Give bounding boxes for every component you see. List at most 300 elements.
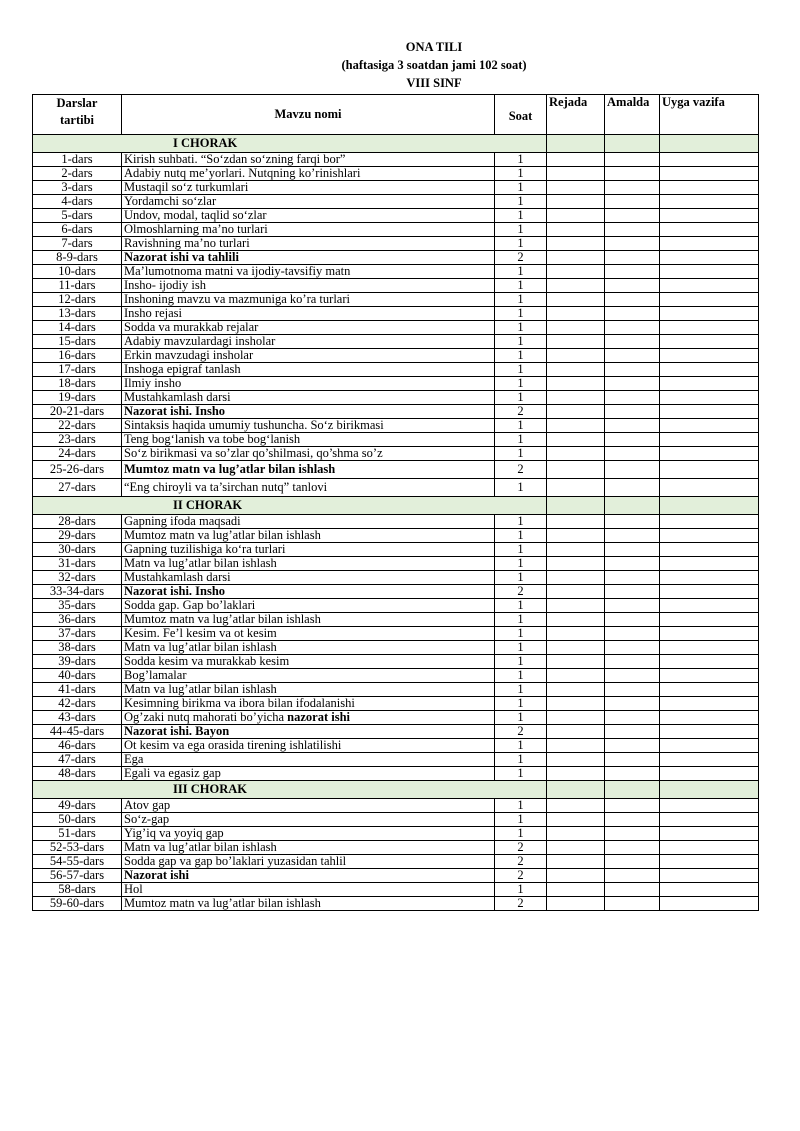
amalda-cell [605,869,660,883]
lesson-number-cell: 12-dars [33,293,122,307]
table-row [33,237,759,251]
uyga-vazifa-cell [660,585,759,599]
amalda-cell [605,767,660,781]
table-row [33,813,759,827]
lesson-number-cell: 46-dars [33,739,122,753]
rejada-cell [547,725,605,739]
column-header-darslar-line1: Darslar [56,96,98,110]
lesson-topic-cell: So‘z birikmasi va so’zlar qo’shilmasi, qo’shma so’z [122,447,495,461]
table-row [33,167,759,181]
lesson-hours-cell: 1 [495,813,547,827]
lesson-hours-cell: 2 [495,251,547,265]
lesson-hours-cell: 1 [495,697,547,711]
lesson-topic-cell: Matn va lug’atlar bilan ishlash [122,683,495,697]
lesson-topic-cell: Ot kesim va ega orasida tirening ishlatilishi [122,739,495,753]
section-title: II CHORAK [33,497,547,515]
lesson-number-cell: 2-dars [33,167,122,181]
lesson-hours-cell: 1 [495,363,547,377]
uyga-vazifa-cell [660,841,759,855]
lesson-hours-cell: 2 [495,725,547,739]
rejada-cell [547,209,605,223]
lesson-topic-cell: Mumtoz matn va lug’atlar bilan ishlash [122,613,495,627]
lesson-topic-cell: Gapning ifoda maqsadi [122,515,495,529]
lesson-topic-cell: Mustahkamlash darsi [122,571,495,585]
lesson-hours-cell: 1 [495,223,547,237]
table-row [33,391,759,405]
uyga-vazifa-cell [660,335,759,349]
amalda-cell [605,799,660,813]
table-row [33,377,759,391]
uyga-vazifa-cell [660,405,759,419]
uyga-vazifa-cell [660,739,759,753]
rejada-cell [547,461,605,479]
lesson-topic-cell: Nazorat ishi va tahlili [122,251,495,265]
section-title: I CHORAK [33,135,547,153]
rejada-cell [547,827,605,841]
amalda-cell [605,855,660,869]
lesson-number-cell: 49-dars [33,799,122,813]
lesson-hours-cell: 1 [495,349,547,363]
table-row [33,571,759,585]
uyga-vazifa-cell [660,655,759,669]
uyga-vazifa-cell [660,293,759,307]
amalda-cell [605,697,660,711]
uyga-vazifa-cell [660,827,759,841]
amalda-cell [605,321,660,335]
lesson-number-cell: 58-dars [33,883,122,897]
table-row [33,711,759,725]
uyga-vazifa-cell [660,479,759,497]
uyga-vazifa-cell [660,181,759,195]
lesson-topic-text: Og’zaki nutq mahorati bo’yicha [124,710,288,724]
rejada-cell [547,869,605,883]
lesson-number-cell: 56-57-dars [33,869,122,883]
uyga-vazifa-cell [660,251,759,265]
section-empty-cell [547,781,605,799]
amalda-cell [605,627,660,641]
lesson-number-cell: 41-dars [33,683,122,697]
lesson-hours-cell: 1 [495,335,547,349]
section-title: III CHORAK [33,781,547,799]
lesson-number-cell: 22-dars [33,419,122,433]
uyga-vazifa-cell [660,799,759,813]
amalda-cell [605,725,660,739]
uyga-vazifa-cell [660,725,759,739]
rejada-cell [547,767,605,781]
amalda-cell [605,827,660,841]
lesson-number-cell: 42-dars [33,697,122,711]
lesson-number-cell: 51-dars [33,827,122,841]
amalda-cell [605,683,660,697]
amalda-cell [605,585,660,599]
amalda-cell [605,447,660,461]
uyga-vazifa-cell [660,897,759,911]
table-row [33,841,759,855]
lesson-number-cell: 18-dars [33,377,122,391]
lesson-number-cell: 54-55-dars [33,855,122,869]
lesson-hours-cell: 1 [495,683,547,697]
lesson-number-cell: 39-dars [33,655,122,669]
uyga-vazifa-cell [660,883,759,897]
lesson-topic-cell: Teng bog‘lanish va tobe bog‘lanish [122,433,495,447]
table-row [33,209,759,223]
table-row [33,515,759,529]
table-row [33,405,759,419]
table-row [33,725,759,739]
amalda-cell [605,543,660,557]
lesson-topic-cell: Sintaksis haqida umumiy tushuncha. So‘z birikmasi [122,419,495,433]
table-row [33,739,759,753]
lesson-topic-cell: Yordamchi so‘zlar [122,195,495,209]
lesson-number-cell: 1-dars [33,153,122,167]
rejada-cell [547,391,605,405]
lesson-number-cell: 14-dars [33,321,122,335]
table-row [33,855,759,869]
table-row [33,613,759,627]
lesson-topic-cell: Matn va lug’atlar bilan ishlash [122,641,495,655]
amalda-cell [605,841,660,855]
lesson-hours-cell: 1 [495,641,547,655]
uyga-vazifa-cell [660,869,759,883]
lesson-number-cell: 4-dars [33,195,122,209]
rejada-cell [547,363,605,377]
uyga-vazifa-cell [660,855,759,869]
lesson-topic-cell: Kesimning birikma va ibora bilan ifodalanishi [122,697,495,711]
rejada-cell [547,479,605,497]
uyga-vazifa-cell [660,641,759,655]
lesson-number-cell: 17-dars [33,363,122,377]
section-empty-cell [605,135,660,153]
lesson-hours-cell: 1 [495,571,547,585]
rejada-cell [547,251,605,265]
uyga-vazifa-cell [660,167,759,181]
lesson-topic-cell: Insho- ijodiy ish [122,279,495,293]
rejada-cell [547,841,605,855]
table-row [33,697,759,711]
amalda-cell [605,613,660,627]
rejada-cell [547,377,605,391]
lesson-number-cell: 33-34-dars [33,585,122,599]
lesson-number-cell: 5-dars [33,209,122,223]
amalda-cell [605,405,660,419]
lesson-hours-cell: 1 [495,515,547,529]
lesson-number-cell: 10-dars [33,265,122,279]
lesson-hours-cell: 1 [495,419,547,433]
lesson-hours-cell: 1 [495,669,547,683]
lesson-number-cell: 36-dars [33,613,122,627]
lesson-topic-cell: Mumtoz matn va lug’atlar bilan ishlash [122,529,495,543]
amalda-cell [605,897,660,911]
lesson-hours-cell: 1 [495,711,547,725]
uyga-vazifa-cell [660,529,759,543]
table-row [33,543,759,557]
uyga-vazifa-cell [660,711,759,725]
amalda-cell [605,307,660,321]
amalda-cell [605,655,660,669]
lesson-hours-cell: 2 [495,897,547,911]
amalda-cell [605,335,660,349]
rejada-cell [547,405,605,419]
rejada-cell [547,279,605,293]
rejada-cell [547,855,605,869]
lesson-topic-cell: “Eng chiroyli va ta’sirchan nutq” tanlovi [122,479,495,497]
amalda-cell [605,599,660,613]
lesson-hours-cell: 2 [495,585,547,599]
rejada-cell [547,571,605,585]
lesson-topic-cell: Undov, modal, taqlid so‘zlar [122,209,495,223]
rejada-cell [547,897,605,911]
lesson-hours-cell: 1 [495,391,547,405]
amalda-cell [605,377,660,391]
lesson-hours-cell: 1 [495,167,547,181]
lesson-hours-cell: 1 [495,613,547,627]
lesson-number-cell: 37-dars [33,627,122,641]
lesson-topic-cell: Nazorat ishi. Bayon [122,725,495,739]
lesson-hours-cell: 1 [495,767,547,781]
amalda-cell [605,349,660,363]
amalda-cell [605,195,660,209]
uyga-vazifa-cell [660,599,759,613]
table-row [33,293,759,307]
lesson-number-cell: 7-dars [33,237,122,251]
lesson-hours-cell: 2 [495,461,547,479]
uyga-vazifa-cell [660,447,759,461]
lesson-topic-cell: Ma’lumotnoma matni va ijodiy-tavsifiy matn [122,265,495,279]
amalda-cell [605,883,660,897]
lesson-hours-cell: 1 [495,543,547,557]
amalda-cell [605,515,660,529]
lesson-number-cell: 40-dars [33,669,122,683]
lesson-hours-cell: 1 [495,279,547,293]
amalda-cell [605,209,660,223]
lesson-hours-cell: 1 [495,479,547,497]
rejada-cell [547,641,605,655]
lesson-number-cell: 11-dars [33,279,122,293]
lesson-topic-cell: Hol [122,883,495,897]
rejada-cell [547,419,605,433]
rejada-cell [547,813,605,827]
uyga-vazifa-cell [660,461,759,479]
rejada-cell [547,321,605,335]
lesson-number-cell: 23-dars [33,433,122,447]
uyga-vazifa-cell [660,349,759,363]
amalda-cell [605,571,660,585]
lesson-topic-cell: Mumtoz matn va lug’atlar bilan ishlash [122,461,495,479]
lesson-hours-cell: 1 [495,307,547,321]
rejada-cell [547,515,605,529]
column-header-darslar [33,95,122,135]
document-title: ONA TILI [405,40,463,54]
lesson-hours-cell: 2 [495,869,547,883]
lesson-hours-cell: 1 [495,627,547,641]
uyga-vazifa-cell [660,613,759,627]
lesson-number-cell: 15-dars [33,335,122,349]
amalda-cell [605,391,660,405]
lesson-hours-cell: 1 [495,753,547,767]
uyga-vazifa-cell [660,433,759,447]
lesson-topic-cell: Nazorat ishi [122,869,495,883]
uyga-vazifa-cell [660,209,759,223]
lesson-number-cell: 59-60-dars [33,897,122,911]
rejada-cell [547,195,605,209]
lesson-number-cell: 19-dars [33,391,122,405]
lesson-number-cell: 44-45-dars [33,725,122,739]
table-row [33,599,759,613]
rejada-cell [547,799,605,813]
table-header-row [33,95,759,135]
lesson-number-cell: 27-dars [33,479,122,497]
lesson-hours-cell: 1 [495,293,547,307]
table-row [33,869,759,883]
table-row [33,897,759,911]
lesson-topic-cell: Kirish suhbati. “So‘zdan so‘zning farqi bor” [122,153,495,167]
table-row [33,683,759,697]
lesson-number-cell: 3-dars [33,181,122,195]
lesson-hours-cell: 1 [495,883,547,897]
uyga-vazifa-cell [660,627,759,641]
lesson-topic-cell: Egali va egasiz gap [122,767,495,781]
lesson-topic-cell: So‘z-gap [122,813,495,827]
amalda-cell [605,529,660,543]
lesson-hours-cell: 1 [495,265,547,279]
table-row [33,655,759,669]
rejada-cell [547,543,605,557]
rejada-cell [547,307,605,321]
amalda-cell [605,753,660,767]
document-header [0,38,800,92]
lesson-topic-cell: Ega [122,753,495,767]
rejada-cell [547,599,605,613]
uyga-vazifa-cell [660,419,759,433]
section-header-row [33,497,759,515]
table-row [33,627,759,641]
amalda-cell [605,153,660,167]
lesson-topic-cell: Matn va lug’atlar bilan ishlash [122,841,495,855]
uyga-vazifa-cell [660,697,759,711]
rejada-cell [547,739,605,753]
table-row [33,461,759,479]
table-row [33,767,759,781]
document-grade: VIII SINF [406,76,462,90]
table-row [33,153,759,167]
lesson-number-cell: 16-dars [33,349,122,363]
lesson-hours-cell: 1 [495,195,547,209]
lesson-hours-cell: 1 [495,433,547,447]
column-header-mavzu: Mavzu nomi [122,95,495,135]
uyga-vazifa-cell [660,391,759,405]
amalda-cell [605,251,660,265]
lesson-hours-cell: 1 [495,799,547,813]
lesson-number-cell: 25-26-dars [33,461,122,479]
uyga-vazifa-cell [660,153,759,167]
amalda-cell [605,479,660,497]
section-empty-cell [547,135,605,153]
table-row [33,181,759,195]
rejada-cell [547,883,605,897]
table-row [33,307,759,321]
table-row [33,883,759,897]
lesson-topic-cell: Ilmiy insho [122,377,495,391]
lesson-hours-cell: 1 [495,237,547,251]
column-header-soat: Soat [495,95,547,135]
amalda-cell [605,181,660,195]
lesson-topic-cell: Adabiy nutq me’yorlari. Nutqning ko’rinishlari [122,167,495,181]
amalda-cell [605,363,660,377]
rejada-cell [547,349,605,363]
section-empty-cell [660,497,759,515]
table-row [33,335,759,349]
lesson-hours-cell: 1 [495,209,547,223]
section-empty-cell [660,135,759,153]
lesson-number-cell: 38-dars [33,641,122,655]
amalda-cell [605,223,660,237]
table-row [33,265,759,279]
rejada-cell [547,293,605,307]
lesson-number-cell: 35-dars [33,599,122,613]
uyga-vazifa-cell [660,321,759,335]
table-row [33,585,759,599]
rejada-cell [547,669,605,683]
table-row [33,195,759,209]
rejada-cell [547,753,605,767]
lesson-topic-cell: Nazorat ishi. Insho [122,405,495,419]
lesson-hours-cell: 1 [495,181,547,195]
lesson-number-cell: 28-dars [33,515,122,529]
lesson-number-cell: 30-dars [33,543,122,557]
lesson-topic-cell: Mustaqil so‘z turkumlari [122,181,495,195]
lesson-topic-cell: Mumtoz matn va lug’atlar bilan ishlash [122,897,495,911]
lesson-topic-cell: Sodda gap va gap bo’laklari yuzasidan tahlil [122,855,495,869]
lesson-hours-cell: 1 [495,377,547,391]
lesson-topic-bold-text: nazorat ishi [287,710,351,724]
column-header-rejada: Rejada [547,95,605,135]
rejada-cell [547,529,605,543]
lesson-hours-cell: 2 [495,841,547,855]
lesson-topic-cell: Adabiy mavzulardagi insholar [122,335,495,349]
rejada-cell [547,711,605,725]
lesson-topic-cell: Insho rejasi [122,307,495,321]
uyga-vazifa-cell [660,377,759,391]
table-row [33,529,759,543]
lesson-number-cell: 48-dars [33,767,122,781]
rejada-cell [547,627,605,641]
section-empty-cell [605,781,660,799]
table-row [33,419,759,433]
table-row [33,827,759,841]
amalda-cell [605,669,660,683]
uyga-vazifa-cell [660,363,759,377]
lesson-topic-cell: Gapning tuzilishiga ko‘ra turlari [122,543,495,557]
amalda-cell [605,739,660,753]
rejada-cell [547,433,605,447]
lesson-number-cell: 24-dars [33,447,122,461]
amalda-cell [605,641,660,655]
amalda-cell [605,419,660,433]
amalda-cell [605,813,660,827]
rejada-cell [547,585,605,599]
rejada-cell [547,335,605,349]
lesson-plan-table [32,94,759,911]
lesson-topic-cell: Matn va lug’atlar bilan ishlash [122,557,495,571]
amalda-cell [605,279,660,293]
lesson-number-cell: 52-53-dars [33,841,122,855]
lesson-topic-cell: Nazorat ishi. Insho [122,585,495,599]
lesson-hours-cell: 1 [495,655,547,669]
table-row [33,557,759,571]
uyga-vazifa-cell [660,237,759,251]
table-row [33,669,759,683]
uyga-vazifa-cell [660,265,759,279]
